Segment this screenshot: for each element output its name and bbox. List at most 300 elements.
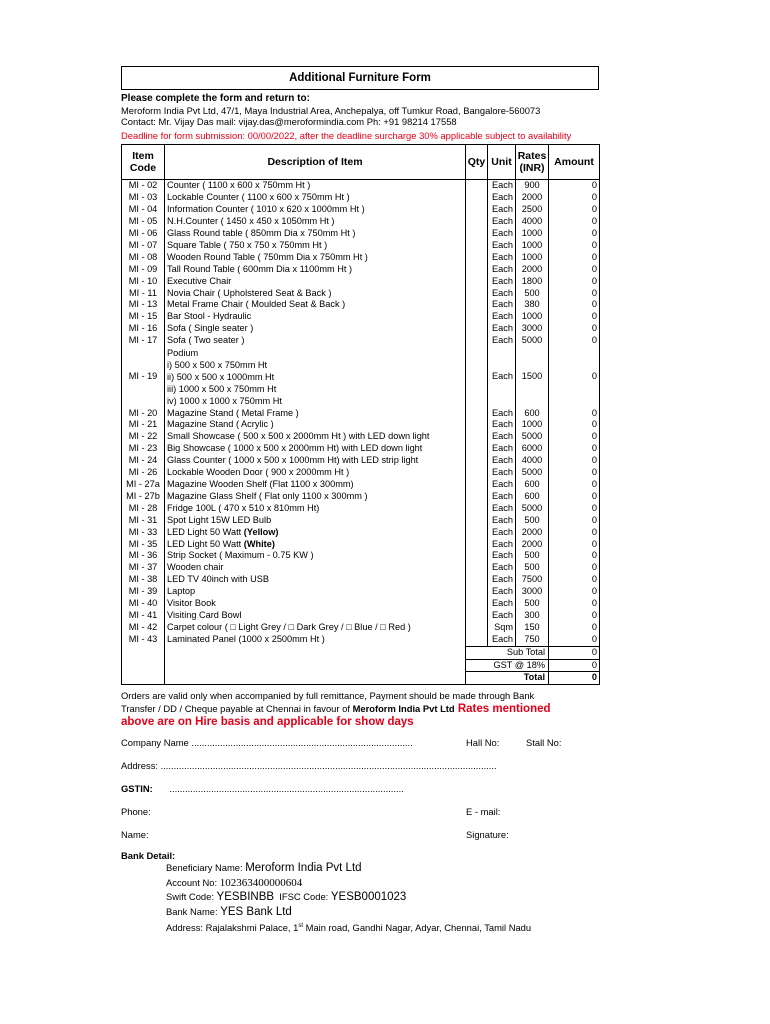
item-qty[interactable] <box>466 443 488 455</box>
item-amount: 0 <box>549 228 600 240</box>
item-description: Fridge 100L ( 470 x 510 x 810mm Ht) <box>165 503 466 515</box>
account-label: Account No: <box>166 876 220 888</box>
item-rate: 500 <box>516 550 549 562</box>
item-description: Magazine Glass Shelf ( Flat only 1100 x 300mm ) <box>165 491 466 503</box>
furniture-form <box>121 66 599 934</box>
account-value: 102363400000604 <box>219 876 303 889</box>
item-qty[interactable] <box>466 634 488 646</box>
item-qty[interactable] <box>466 622 488 634</box>
header-unit: Unit <box>488 145 516 180</box>
item-qty[interactable] <box>466 431 488 443</box>
item-code: MI - 23 <box>122 443 165 455</box>
item-qty[interactable] <box>466 192 488 204</box>
item-unit: Each <box>488 240 516 252</box>
bank-address: Address: Rajalakshmi Palace, 1 <box>166 922 299 934</box>
phone-field[interactable]: Phone: <box>121 806 151 818</box>
item-qty[interactable] <box>466 252 488 264</box>
account-line <box>166 876 599 891</box>
item-description: Novia Chair ( Upholstered Seat & Back ) <box>165 288 466 300</box>
gstin-label: GSTIN: <box>121 783 153 795</box>
item-unit: Each <box>488 431 516 443</box>
gst-value: 0 <box>549 659 600 672</box>
item-rate: 2500 <box>516 204 549 216</box>
item-rate: 5000 <box>516 431 549 443</box>
table-row <box>122 216 600 228</box>
item-rate: 5000 <box>516 335 549 347</box>
deadline-notice: Deadline for form submission: 00/00/2022, after the deadline surcharge 30% applicable subject to availability <box>121 129 572 141</box>
item-unit: Each <box>488 216 516 228</box>
item-description: Metal Frame Chair ( Moulded Seat & Back ) <box>165 299 466 311</box>
item-qty[interactable] <box>466 204 488 216</box>
item-code: MI - 09 <box>122 264 165 276</box>
table-row <box>122 574 600 586</box>
contact-fields <box>121 733 599 844</box>
item-qty[interactable] <box>466 550 488 562</box>
item-description: Lockable Wooden Door ( 900 x 2000mm Ht ) <box>165 467 466 479</box>
gstin-field[interactable]: .......................................................................................... <box>169 783 404 795</box>
swift-value: YESBINBB <box>216 891 275 904</box>
item-code: MI - 27b <box>122 491 165 503</box>
email-field[interactable]: E - mail: <box>466 806 501 818</box>
swift-line <box>166 890 599 905</box>
item-amount: 0 <box>549 288 600 300</box>
item-description: Visitor Book <box>165 598 466 610</box>
item-rate: 1000 <box>516 240 549 252</box>
item-qty[interactable] <box>466 419 488 431</box>
item-unit: Each <box>488 562 516 574</box>
item-unit: Each <box>488 610 516 622</box>
item-rate: 150 <box>516 622 549 634</box>
item-rate: 900 <box>516 180 549 192</box>
gst-label: GST @ 18% <box>466 659 549 672</box>
item-qty[interactable] <box>466 347 488 407</box>
podium-line: i) 500 x 500 x 750mm Ht <box>167 360 268 371</box>
item-description: Sofa ( Single seater ) <box>165 323 466 335</box>
table-row <box>122 276 600 288</box>
table-row <box>122 539 600 551</box>
item-rate: 300 <box>516 610 549 622</box>
desc-bold: (Yellow) <box>243 526 279 537</box>
note-line-1: Orders are valid only when accompanied by full remittance, Payment should be made through Bank <box>121 690 535 702</box>
item-description <box>165 347 466 407</box>
item-qty[interactable] <box>466 323 488 335</box>
item-code: MI - 06 <box>122 228 165 240</box>
item-description: Information Counter ( 1010 x 620 x 1000mm Ht ) <box>165 204 466 216</box>
item-amount: 0 <box>549 610 600 622</box>
table-row <box>122 467 600 479</box>
bank-header: Bank Detail: <box>121 850 176 862</box>
form-instruction: Please complete the form and return to: <box>121 93 310 104</box>
bank-name-label: Bank Name: <box>166 905 221 917</box>
item-qty[interactable] <box>466 479 488 491</box>
item-qty[interactable] <box>466 240 488 252</box>
item-qty[interactable] <box>466 180 488 192</box>
table-row <box>122 335 600 347</box>
item-description: Magazine Wooden Shelf (Flat 1100 x 300mm) <box>165 479 466 491</box>
item-description: Laptop <box>165 586 466 598</box>
item-amount: 0 <box>549 515 600 527</box>
item-amount: 0 <box>549 586 600 598</box>
table-row <box>122 610 600 622</box>
table-row <box>122 299 600 311</box>
desc-text: LED Light 50 Watt <box>167 526 244 537</box>
form-title: Additional Furniture Form <box>121 66 599 90</box>
item-rate: 600 <box>516 491 549 503</box>
item-code: MI - 41 <box>122 610 165 622</box>
item-code: MI - 24 <box>122 455 165 467</box>
item-qty[interactable] <box>466 264 488 276</box>
item-rate: 1000 <box>516 419 549 431</box>
item-amount: 0 <box>549 347 600 407</box>
item-rate: 2000 <box>516 264 549 276</box>
table-row <box>122 408 600 420</box>
item-description: Spot Light 15W LED Bulb <box>165 515 466 527</box>
item-amount: 0 <box>549 467 600 479</box>
item-description: Bar Stool - Hydraulic <box>165 311 466 323</box>
item-description: Carpet colour ( □ Light Grey / □ Dark Grey / □ Blue / □ Red ) <box>165 622 466 634</box>
payment-note <box>121 689 599 729</box>
item-amount: 0 <box>549 527 600 539</box>
item-unit: Each <box>488 288 516 300</box>
item-description: Sofa ( Two seater ) <box>165 335 466 347</box>
item-rate: 380 <box>516 299 549 311</box>
ifsc-value: YESB0001023 <box>330 891 407 904</box>
table-row <box>122 527 600 539</box>
item-rate: 5000 <box>516 503 549 515</box>
item-description: Big Showcase ( 1000 x 500 x 2000mm Ht) with LED down light <box>165 443 466 455</box>
item-qty[interactable] <box>466 562 488 574</box>
item-unit: Each <box>488 539 516 551</box>
item-unit: Each <box>488 455 516 467</box>
item-amount: 0 <box>549 491 600 503</box>
item-code: MI - 08 <box>122 252 165 264</box>
header-rates: Rates (INR) <box>516 145 549 180</box>
item-rate: 500 <box>516 288 549 300</box>
item-unit: Each <box>488 598 516 610</box>
item-amount: 0 <box>549 634 600 646</box>
header-amount: Amount <box>549 145 600 180</box>
item-amount: 0 <box>549 562 600 574</box>
table-row <box>122 240 600 252</box>
table-row <box>122 323 600 335</box>
table-row <box>122 252 600 264</box>
item-amount: 0 <box>549 323 600 335</box>
item-amount: 0 <box>549 408 600 420</box>
item-unit: Each <box>488 419 516 431</box>
note-rates: Rates mentioned <box>454 703 551 716</box>
item-code: MI - 20 <box>122 408 165 420</box>
table-row <box>122 550 600 562</box>
item-amount: 0 <box>549 479 600 491</box>
item-unit: Each <box>488 228 516 240</box>
item-code: MI - 26 <box>122 467 165 479</box>
table-row-podium <box>122 347 600 407</box>
podium-line: ii) 500 x 500 x 1000mm Ht <box>167 372 275 383</box>
item-description: Square Table ( 750 x 750 x 750mm Ht ) <box>165 240 466 252</box>
item-rate: 1000 <box>516 252 549 264</box>
item-qty[interactable] <box>466 455 488 467</box>
company-address: Meroform India Pvt Ltd, 47/1, Maya Industrial Area, Anchepalya, off Tumkur Road, Bangalore-560073 <box>121 104 541 116</box>
item-unit: Each <box>488 180 516 192</box>
item-unit: Each <box>488 335 516 347</box>
gst-row <box>122 659 600 672</box>
item-unit: Each <box>488 299 516 311</box>
item-qty[interactable] <box>466 503 488 515</box>
item-description: Glass Counter ( 1000 x 500 x 1000mm Ht) with LED strip light <box>165 455 466 467</box>
item-description: Wooden chair <box>165 562 466 574</box>
item-amount: 0 <box>549 503 600 515</box>
item-amount: 0 <box>549 311 600 323</box>
header-description: Description of Item <box>165 145 466 180</box>
item-qty[interactable] <box>466 586 488 598</box>
item-rate: 2000 <box>516 192 549 204</box>
item-code: MI - 37 <box>122 562 165 574</box>
item-code: MI - 28 <box>122 503 165 515</box>
item-amount: 0 <box>549 264 600 276</box>
table-row <box>122 491 600 503</box>
item-amount: 0 <box>549 574 600 586</box>
desc-bold: (White) <box>243 538 275 549</box>
item-qty[interactable] <box>466 228 488 240</box>
table-row <box>122 431 600 443</box>
desc-text: LED Light 50 Watt <box>167 538 244 549</box>
beneficiary-line <box>166 861 599 876</box>
item-code: MI - 40 <box>122 598 165 610</box>
table-row <box>122 503 600 515</box>
item-unit: Each <box>488 264 516 276</box>
item-amount: 0 <box>549 335 600 347</box>
item-amount: 0 <box>549 276 600 288</box>
item-rate: 1000 <box>516 311 549 323</box>
beneficiary-label: Beneficiary Name: <box>166 862 246 874</box>
item-unit: Each <box>488 491 516 503</box>
item-code: MI - 17 <box>122 335 165 347</box>
bank-address-line <box>166 919 599 934</box>
item-rate: 600 <box>516 479 549 491</box>
subtotal-row <box>122 646 600 659</box>
item-code: MI - 36 <box>122 550 165 562</box>
item-qty[interactable] <box>466 299 488 311</box>
item-code: MI - 33 <box>122 527 165 539</box>
item-unit: Each <box>488 408 516 420</box>
stall-no-field[interactable]: Stall No: <box>526 737 562 749</box>
item-amount: 0 <box>549 598 600 610</box>
note-line-3: above are on Hire basis and applicable for show days <box>121 716 414 729</box>
item-unit: Each <box>488 347 516 407</box>
item-amount: 0 <box>549 192 600 204</box>
total-row <box>122 672 600 685</box>
contact-line: Contact: Mr. Vijay Das mail: vijay.das@meroformindia.com Ph: +91 98214 17558 <box>121 116 457 128</box>
item-unit: Each <box>488 503 516 515</box>
beneficiary-value: Meroform India Pvt Ltd <box>245 862 362 875</box>
bank-name-value: YES Bank Ltd <box>220 905 292 918</box>
item-amount: 0 <box>549 431 600 443</box>
item-amount: 0 <box>549 204 600 216</box>
header-qty: Qty <box>466 145 488 180</box>
item-description: Laminated Panel (1000 x 2500mm Ht ) <box>165 634 466 646</box>
item-qty[interactable] <box>466 598 488 610</box>
item-code: MI - 21 <box>122 419 165 431</box>
bank-name-line <box>166 905 599 920</box>
item-qty[interactable] <box>466 335 488 347</box>
item-unit: Each <box>488 252 516 264</box>
item-amount: 0 <box>549 539 600 551</box>
item-rate: 500 <box>516 562 549 574</box>
item-code: MI - 11 <box>122 288 165 300</box>
item-rate: 500 <box>516 515 549 527</box>
table-row <box>122 562 600 574</box>
item-rate: 1800 <box>516 276 549 288</box>
item-code: MI - 19 <box>122 347 165 407</box>
item-qty[interactable] <box>466 408 488 420</box>
name-field[interactable]: Name: <box>121 829 149 841</box>
item-code: MI - 15 <box>122 311 165 323</box>
item-unit: Each <box>488 443 516 455</box>
item-amount: 0 <box>549 240 600 252</box>
item-description <box>165 527 466 539</box>
item-description: Magazine Stand ( Acrylic ) <box>165 419 466 431</box>
item-rate: 3000 <box>516 586 549 598</box>
item-code: MI - 05 <box>122 216 165 228</box>
item-amount: 0 <box>549 419 600 431</box>
form-intro <box>121 93 599 141</box>
item-unit: Each <box>488 586 516 598</box>
item-description: Glass Round table ( 850mm Dia x 750mm Ht ) <box>165 228 466 240</box>
item-code: MI - 10 <box>122 276 165 288</box>
table-row <box>122 228 600 240</box>
item-amount: 0 <box>549 443 600 455</box>
table-row <box>122 180 600 192</box>
item-rate: 4000 <box>516 216 549 228</box>
item-qty[interactable] <box>466 276 488 288</box>
item-code: MI - 02 <box>122 180 165 192</box>
podium-line: iii) 1000 x 500 x 750mm Ht <box>167 384 277 395</box>
address-field[interactable]: Address: ................................................................................................................................. <box>121 760 497 772</box>
total-label: Total <box>466 672 549 685</box>
hall-no-field[interactable]: Hall No: <box>466 737 500 749</box>
item-unit: Each <box>488 479 516 491</box>
item-rate: 750 <box>516 634 549 646</box>
item-qty[interactable] <box>466 527 488 539</box>
table-row <box>122 455 600 467</box>
item-qty[interactable] <box>466 491 488 503</box>
item-description: Lockable Counter ( 1100 x 600 x 750mm Ht ) <box>165 192 466 204</box>
table-row <box>122 515 600 527</box>
item-unit: Each <box>488 311 516 323</box>
swift-label: Swift Code: <box>166 891 217 903</box>
item-amount: 0 <box>549 180 600 192</box>
ifsc-label: IFSC Code: <box>274 891 331 903</box>
podium-line: Podium <box>167 348 199 359</box>
item-description: Executive Chair <box>165 276 466 288</box>
item-unit: Each <box>488 574 516 586</box>
item-code: MI - 27a <box>122 479 165 491</box>
item-rate: 2000 <box>516 527 549 539</box>
item-qty[interactable] <box>466 288 488 300</box>
item-rate: 3000 <box>516 323 549 335</box>
item-code: MI - 42 <box>122 622 165 634</box>
item-rate: 500 <box>516 598 549 610</box>
note-line-2 <box>121 702 599 716</box>
table-row <box>122 204 600 216</box>
item-rate: 4000 <box>516 455 549 467</box>
item-rate: 600 <box>516 408 549 420</box>
item-unit: Each <box>488 527 516 539</box>
subtotal-value: 0 <box>549 646 600 659</box>
table-row <box>122 634 600 646</box>
item-code: MI - 13 <box>122 299 165 311</box>
item-unit: Each <box>488 204 516 216</box>
item-qty[interactable] <box>466 539 488 551</box>
table-row <box>122 598 600 610</box>
table-row <box>122 264 600 276</box>
item-description: Wooden Round Table ( 750mm Dia x 750mm Ht ) <box>165 252 466 264</box>
item-amount: 0 <box>549 299 600 311</box>
item-unit: Each <box>488 323 516 335</box>
table-row <box>122 586 600 598</box>
table-row <box>122 419 600 431</box>
item-rate: 2000 <box>516 539 549 551</box>
item-rate: 1000 <box>516 228 549 240</box>
signature-field[interactable]: Signature: <box>466 829 509 841</box>
table-header <box>122 145 600 180</box>
item-unit: Each <box>488 634 516 646</box>
item-rate: 1500 <box>516 347 549 407</box>
item-amount: 0 <box>549 622 600 634</box>
item-description: LED TV 40inch with USB <box>165 574 466 586</box>
table-row <box>122 192 600 204</box>
item-description <box>165 539 466 551</box>
item-amount: 0 <box>549 252 600 264</box>
item-amount: 0 <box>549 455 600 467</box>
bank-details <box>121 850 599 934</box>
company-name-field[interactable]: Company Name ..................................................................................... <box>121 737 413 749</box>
item-description: Tall Round Table ( 600mm Dia x 1100mm Ht ) <box>165 264 466 276</box>
item-unit: Each <box>488 515 516 527</box>
table-row <box>122 622 600 634</box>
table-row <box>122 443 600 455</box>
item-unit: Sqm <box>488 622 516 634</box>
item-code: MI - 16 <box>122 323 165 335</box>
item-qty[interactable] <box>466 515 488 527</box>
item-qty[interactable] <box>466 610 488 622</box>
item-qty[interactable] <box>466 311 488 323</box>
item-description: N.H.Counter ( 1450 x 450 x 1050mm Ht ) <box>165 216 466 228</box>
table-row <box>122 311 600 323</box>
bank-address-sup: st <box>298 923 304 930</box>
table-row <box>122 288 600 300</box>
item-unit: Each <box>488 550 516 562</box>
bank-address-rest: Main road, Gandhi Nagar, Adyar, Chennai, Tamil Nadu <box>303 922 532 934</box>
item-code: MI - 07 <box>122 240 165 252</box>
item-rate: 6000 <box>516 443 549 455</box>
items-table <box>121 144 600 685</box>
item-unit: Each <box>488 276 516 288</box>
header-code: Item Code <box>122 145 165 180</box>
total-value: 0 <box>549 672 600 685</box>
note-text: Transfer / DD / Cheque payable at Chennai in favour of <box>121 703 353 715</box>
item-qty[interactable] <box>466 216 488 228</box>
item-unit: Each <box>488 192 516 204</box>
item-description: Strip Socket ( Maximum - 0.75 KW ) <box>165 550 466 562</box>
item-description: Small Showcase ( 500 x 500 x 2000mm Ht ) with LED down light <box>165 431 466 443</box>
item-qty[interactable] <box>466 574 488 586</box>
item-qty[interactable] <box>466 467 488 479</box>
item-code: MI - 31 <box>122 515 165 527</box>
item-code: MI - 04 <box>122 204 165 216</box>
subtotal-label: Sub Total <box>466 646 549 659</box>
podium-line: iv) 1000 x 1000 x 750mm Ht <box>167 396 282 407</box>
